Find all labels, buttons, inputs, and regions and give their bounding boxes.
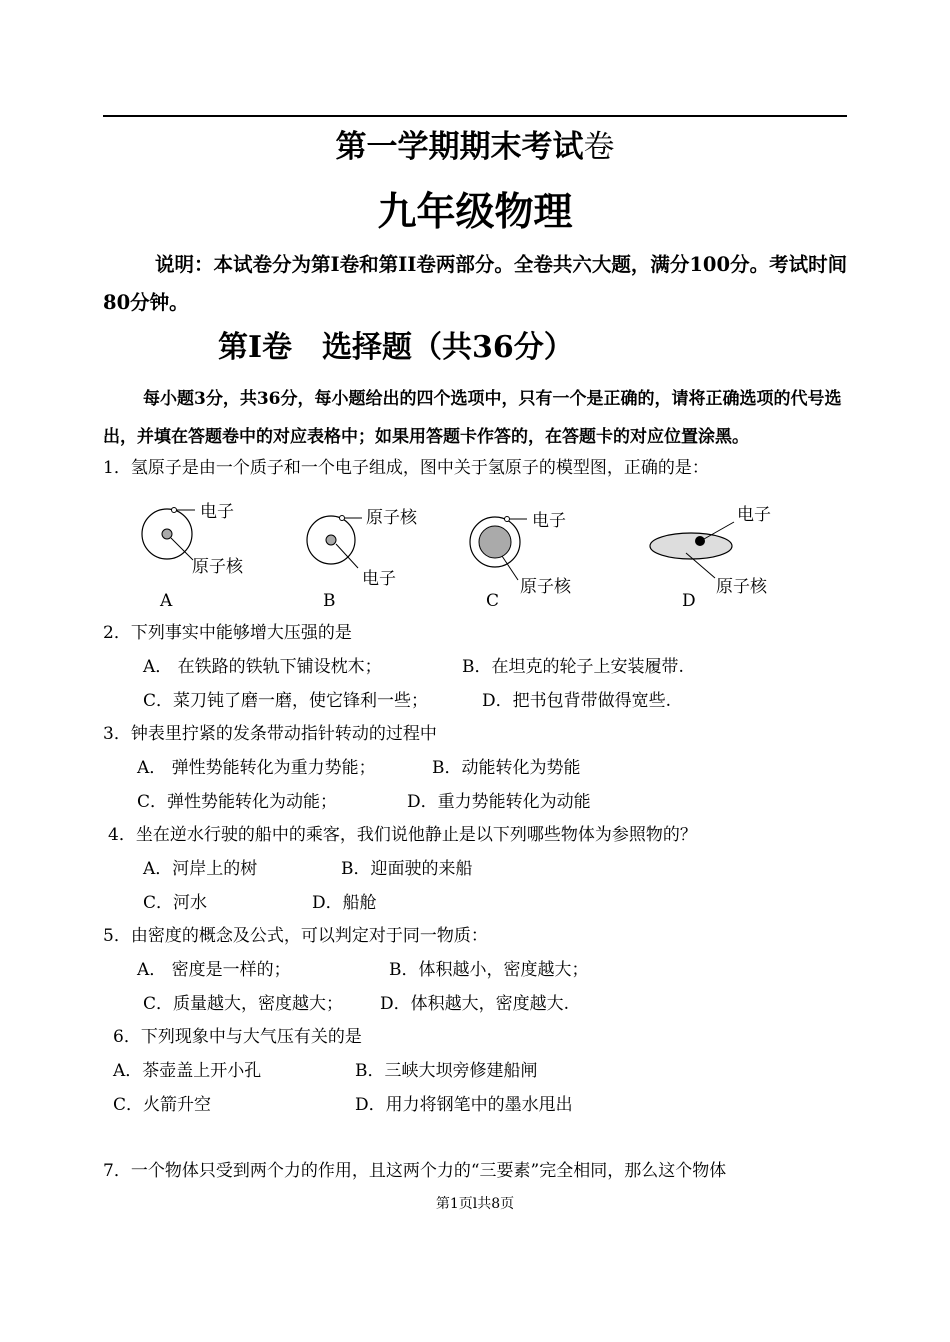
subject-title: 九年级物理: [377, 189, 573, 235]
atom-model-c: [470, 511, 572, 611]
atom-c-nucleus-label: 原子核: [520, 577, 571, 597]
question-5-option-a: A． 密度是一样的；: [137, 960, 291, 980]
atom-a-electron: [172, 508, 177, 513]
atom-d-cloud: [650, 533, 732, 559]
exam-title-suffix: 卷: [583, 129, 615, 165]
atom-model-b: [307, 508, 418, 611]
question-6-option-a: A．茶壶盖上开小孔: [113, 1061, 262, 1081]
atom-a-nucleus-label: 原子核: [192, 557, 243, 577]
atom-model-a: [142, 502, 244, 611]
question-2-option-b: B．在坦克的轮子上安装履带.: [462, 657, 684, 677]
question-5-option-c: C．质量越大，密度越大；: [143, 994, 344, 1014]
question-3-option-d: D．重力势能转化为动能: [407, 792, 591, 812]
question-7-stem: 7．一个物体只受到两个力的作用，且这两个力的“三要素”完全相同，那么这个物体: [103, 1161, 727, 1181]
question-6-option-b: B．三峡大坝旁修建船闸: [355, 1061, 538, 1081]
atom-c-nucleus: [479, 526, 511, 558]
exam-title-bold: 第一学期期末考试: [335, 129, 584, 165]
atom-d-electron-label: 电子: [737, 505, 771, 525]
atom-b-option-letter: B: [323, 591, 336, 611]
section-instructions: 每小题3分，共36分，每小题给出的四个选项中，只有一个是正确的，请将正确选项的代号选出，并填在答题卷中的对应表格中；如果用答题卡作答的，在答题卡的对应位置涂黑。: [103, 389, 842, 447]
question-2-stem: 2．下列事实中能够增大压强的是: [103, 623, 352, 643]
atom-b-electron: [340, 516, 345, 521]
question-3-option-b: B．动能转化为势能: [432, 758, 581, 778]
atom-model-d: [650, 505, 771, 611]
exam-intro: 说明：本试卷分为第I卷和第II卷两部分。全卷共六大题，满分100分。考试时间80分钟。: [103, 253, 848, 314]
atom-a-nucleus-leader: [171, 538, 193, 560]
question-5-stem: 5．由密度的概念及公式，可以判定对于同一物质：: [103, 926, 488, 946]
atom-b-nucleus-label: 原子核: [366, 508, 417, 528]
question-2-option-a: A． 在铁路的铁轨下铺设枕木；: [143, 657, 382, 677]
atom-c-electron: [505, 517, 510, 522]
question-4-option-b: B．迎面驶的来船: [341, 859, 473, 879]
atom-c-nucleus-leader: [502, 556, 518, 580]
question-3-stem: 3．钟表里拧紧的发条带动指针转动的过程中: [103, 724, 437, 744]
page-footer: 第1页l共8页: [435, 1196, 515, 1212]
atom-a-electron-label: 电子: [200, 502, 234, 522]
atom-b-nucleus: [326, 535, 336, 545]
atom-d-electron: [695, 536, 705, 546]
question-1-stem: 1．氢原子是由一个质子和一个电子组成，图中关于氢原子的模型图，正确的是：: [103, 458, 709, 478]
atom-d-nucleus-label: 原子核: [716, 577, 767, 597]
question-6-option-d: D．用力将钢笔中的墨水甩出: [355, 1095, 573, 1115]
top-rule: [103, 115, 847, 117]
question-6-option-c: C．火箭升空: [113, 1095, 212, 1115]
atom-a-nucleus: [162, 529, 172, 539]
atom-c-option-letter: C: [486, 591, 500, 611]
atom-c-electron-label: 电子: [532, 511, 566, 531]
question-3-option-a: A． 弹性势能转化为重力势能；: [137, 758, 376, 778]
question-6-stem: 6．下列现象中与大气压有关的是: [113, 1027, 362, 1047]
exam-title: [0, 124, 950, 170]
question-4-option-c: C．河水: [143, 893, 208, 913]
question-2-option-c: C．菜刀钝了磨一磨，使它锋利一些；: [143, 691, 429, 711]
section-title: 第I卷 选择题（共36分）: [218, 330, 574, 365]
question-5-option-b: B．体积越小，密度越大；: [389, 960, 589, 980]
atom-model-diagram: [120, 492, 820, 617]
atom-d-option-letter: D: [682, 591, 696, 611]
question-4-stem: 4．坐在逆水行驶的船中的乘客，我们说他静止是以下列哪些物体为参照物的？: [108, 825, 697, 845]
question-3-option-c: C．弹性势能转化为动能；: [137, 792, 338, 812]
atom-b-electron-leader: [336, 544, 358, 568]
question-4-option-d: D．船舱: [312, 893, 377, 913]
atom-a-option-letter: A: [160, 591, 173, 611]
question-4-option-a: A．河岸上的树: [143, 859, 258, 879]
question-2-option-d: D．把书包背带做得宽些.: [482, 691, 672, 711]
atom-b-electron-label: 电子: [362, 569, 396, 589]
question-5-option-d: D．体积越大，密度越大.: [380, 994, 570, 1014]
